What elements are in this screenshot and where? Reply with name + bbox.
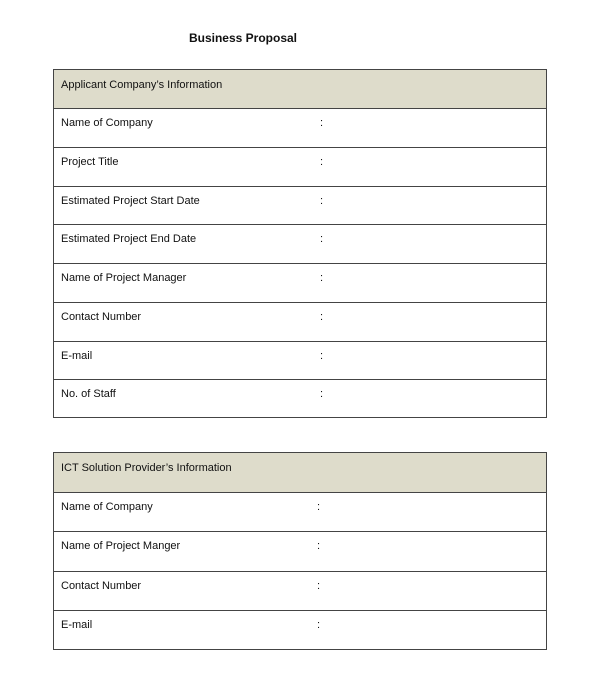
field-row-start-date [54, 187, 546, 226]
field-row-project-manager [54, 532, 546, 572]
field-row-contact-number [54, 303, 546, 342]
field-separator: : [320, 155, 324, 168]
field-separator: : [317, 579, 321, 592]
field-row-end-date [54, 225, 546, 264]
field-label: Name of Company [61, 117, 153, 129]
field-row-email [54, 611, 546, 651]
field-separator: : [317, 500, 321, 513]
field-label: E-mail [61, 349, 93, 362]
field-separator: : [320, 233, 324, 246]
field-row-contact-number [54, 572, 546, 612]
document-title: Business Proposal [188, 31, 298, 45]
section-heading: Applicant Company’s Information [61, 79, 223, 91]
field-label: Project Title [61, 155, 119, 168]
field-row-project-manager [54, 264, 546, 303]
section-heading: ICT Solution Provider’s Information [61, 462, 232, 474]
field-label: No. of Staff [61, 388, 116, 401]
field-row-staff-count [54, 380, 546, 419]
field-separator: : [317, 619, 321, 631]
field-separator: : [320, 272, 324, 284]
field-separator: : [320, 388, 324, 401]
field-label: Name of Project Manger [61, 540, 181, 552]
field-label: Name of Company [61, 500, 153, 513]
field-separator: : [320, 349, 324, 362]
field-row-email [54, 342, 546, 381]
field-row-company-name [54, 109, 546, 148]
field-separator: : [320, 117, 324, 129]
table-header [54, 453, 546, 493]
field-separator: : [320, 194, 324, 207]
field-label: Name of Project Manager [61, 272, 187, 284]
field-label: Estimated Project End Date [61, 233, 197, 246]
field-label: Contact Number [61, 579, 142, 592]
applicant-info-table [53, 69, 547, 418]
field-separator: : [317, 540, 321, 552]
field-row-company-name [54, 493, 546, 533]
field-row-project-title [54, 148, 546, 187]
table-header [54, 70, 546, 109]
field-separator: : [320, 310, 324, 323]
field-label: E-mail [61, 619, 93, 631]
field-label: Estimated Project Start Date [61, 194, 200, 207]
field-label: Contact Number [61, 310, 142, 323]
provider-info-table [53, 452, 547, 650]
